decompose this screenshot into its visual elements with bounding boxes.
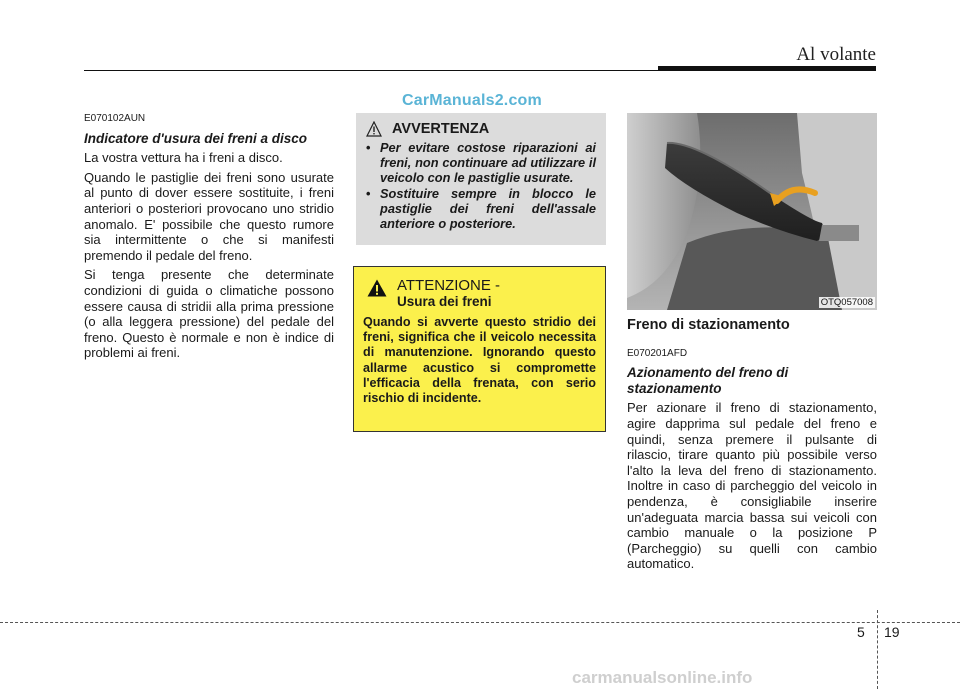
paragraph: Si tenga presente che determinate condizioni di guida o climatiche possono essere causa di stridii alla prima pressione (o alla leggera pressione) del pedale del freno. Questo è normale e non è indice di problemi ai freni.	[84, 267, 334, 361]
subheading: Indicatore d'usura dei freni a disco	[84, 130, 308, 146]
section-code: E070201AFD	[627, 347, 688, 359]
left-column	[84, 111, 334, 365]
photo-label: OTQ057008	[820, 297, 873, 308]
warning-triangle-icon	[366, 121, 382, 137]
watermark-bottom[interactable]: carmanualsonline.info	[572, 668, 753, 687]
warning-item: • Sostituire sempre in blocco le pastiglie dei freni dell'assale anteriore o posteriore.	[366, 186, 596, 231]
caution-box	[353, 266, 606, 432]
parking-brake-illustration	[627, 113, 877, 310]
caution-body: Quando si avverte questo stridio dei freni, significa che il veicolo necessita di manutenzione. Ignorando questo allarme acustico si compromette l'efficacia della frenata, con serio rischio di incidente.	[363, 315, 596, 406]
page-section: 5	[857, 624, 865, 640]
warning-box	[356, 113, 606, 245]
subheading: Azionamento del freno di stazionamento	[627, 365, 789, 396]
section-title: Freno di stazionamento	[627, 317, 790, 333]
footer-separator	[877, 610, 878, 689]
parking-brake-photo	[627, 113, 877, 310]
paragraph: La vostra vettura ha i freni a disco.	[84, 150, 283, 166]
section-code: E070102AUN	[84, 113, 146, 124]
header-title: Al volante	[796, 44, 876, 65]
caution-triangle-icon	[367, 279, 387, 297]
warning-title: AVVERTENZA	[392, 121, 490, 137]
right-column	[627, 318, 877, 576]
paragraph: Per azionare il freno di stazionamento, agire dapprima sul pedale del freno e quindi, senza premere il pulsante di rilascio, tirare quanto più possibile verso l'alto la leva del freno di stazionamento. Inoltre in caso di parcheggio del veicolo in pendenza, è consigliabile inserire un'adeguata marcia bassa sui veicoli con cambio manuale o la posizione P (Parcheggio) su quelli con cambio automatico.	[627, 400, 877, 572]
header-rule-accent	[658, 66, 876, 71]
caution-subtitle: Usura dei freni	[397, 294, 492, 309]
warning-list	[366, 140, 596, 231]
paragraph: Quando le pastiglie dei freni sono usurate al punto di dover essere sostituite, i freni anteriori o posteriori provocano uno stridio anomalo. E' possibile che questo rumore sia intermittente o che si manifesti premendo il pedale del freno.	[84, 169, 334, 263]
watermark-top[interactable]: CarManuals2.com	[402, 92, 542, 109]
caution-title: ATTENZIONE -	[397, 277, 501, 294]
footer-rule	[0, 622, 960, 623]
warning-item: • Per evitare costose riparazioni ai freni, non continuare ad utilizzare il veicolo con le pastiglie usurate.	[366, 140, 596, 185]
header-rule	[84, 70, 658, 71]
page-number: 19	[884, 624, 900, 640]
